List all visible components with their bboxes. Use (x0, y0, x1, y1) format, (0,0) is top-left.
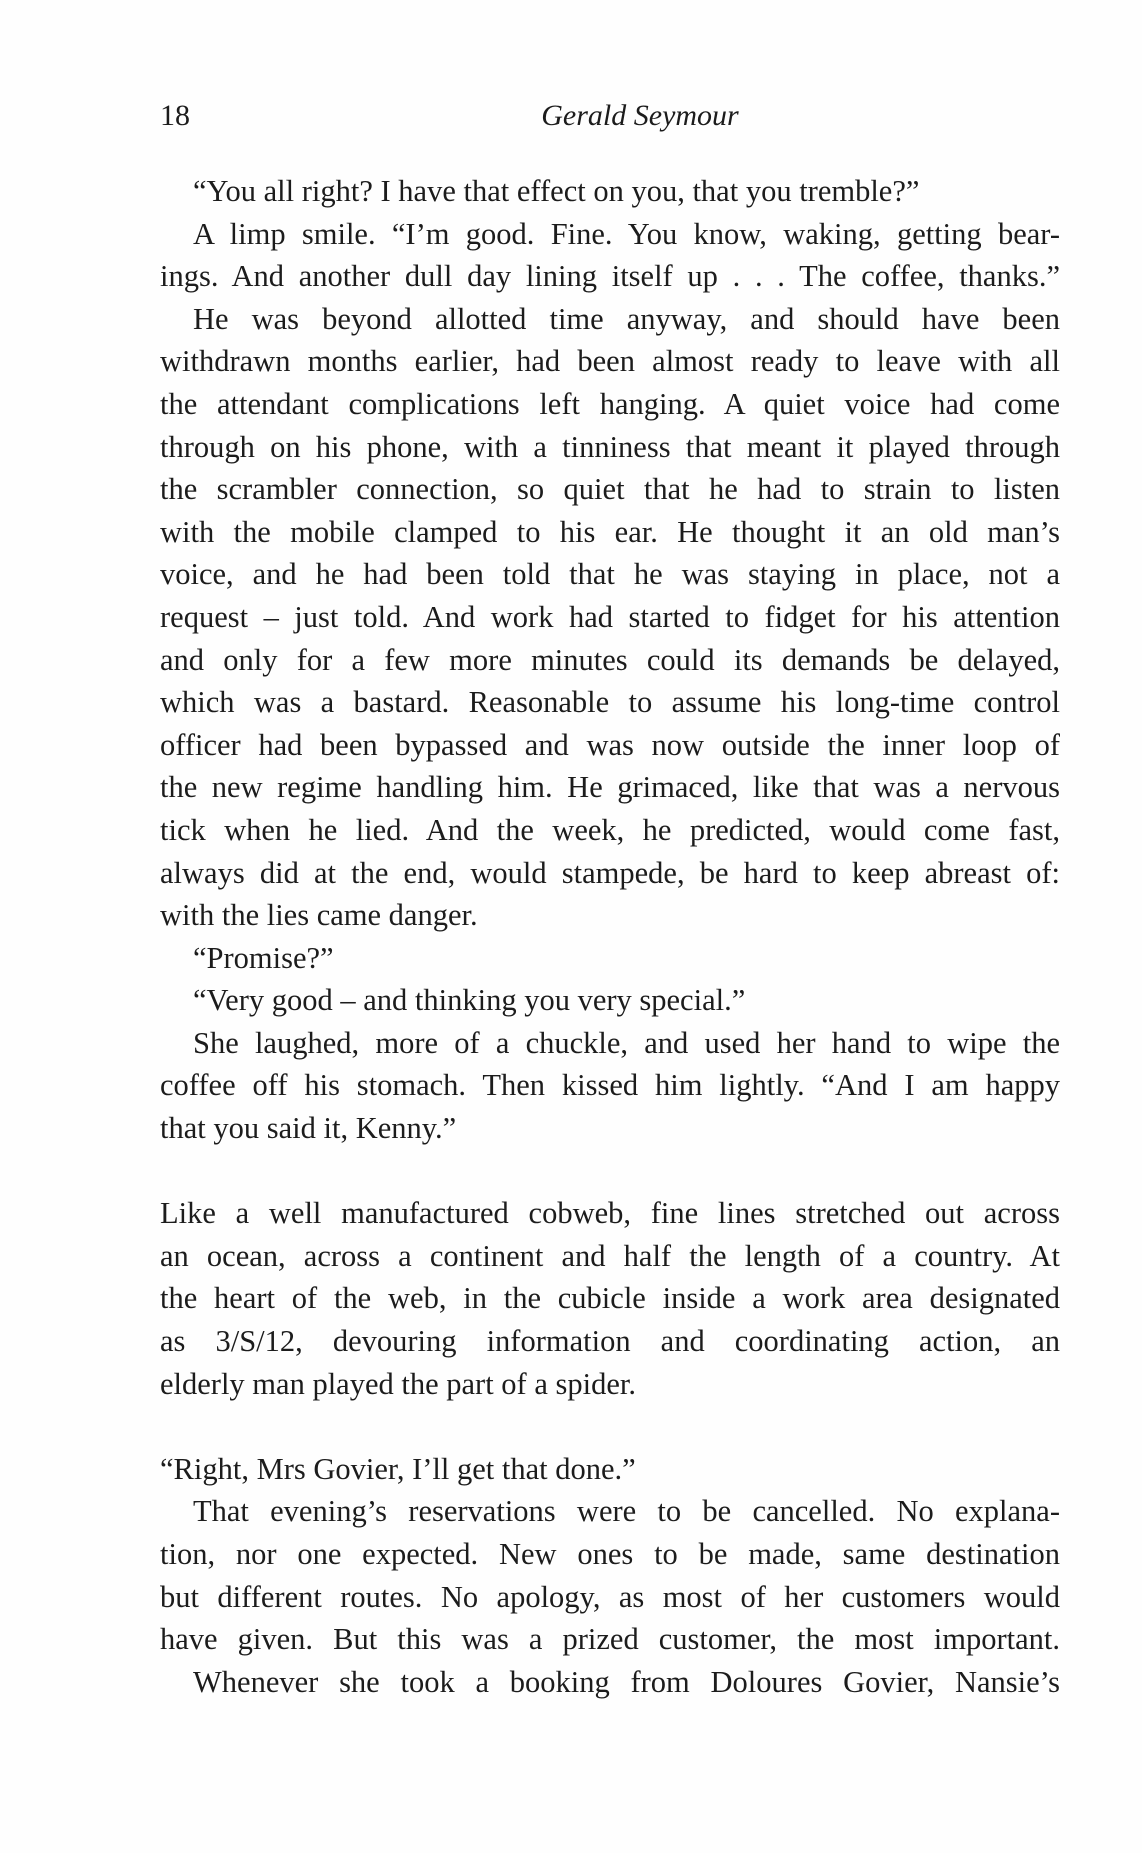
text-line: coffee off his stomach. Then kissed him lightly. “And I am happy (160, 1068, 1060, 1103)
text-line: voice, and he had been told that he was staying in place, not a (160, 557, 1060, 592)
page-number: 18 (160, 99, 190, 132)
text-line: and only for a few more minutes could its demands be delayed, (160, 642, 1060, 677)
text-line: that you said it, Kenny.” (160, 1111, 457, 1146)
section-break (160, 1405, 1060, 1448)
text-line: the heart of the web, in the cubicle inside a work area designated (160, 1281, 1060, 1316)
text-line: tick when he lied. And the week, he predicted, would come fast, (160, 812, 1060, 847)
text-line: “Very good – and thinking you very special.” (193, 983, 746, 1018)
text-line: “Right, Mrs Govier, I’ll get that done.” (160, 1451, 636, 1486)
text-line: an ocean, across a continent and half the length of a country. At (160, 1238, 1060, 1273)
text-line: with the lies came danger. (160, 898, 478, 933)
text-line: ings. And another dull day lining itself up . . . The coffee, thanks.” (160, 259, 1060, 294)
text-line: A limp smile. “I’m good. Fine. You know, waking, getting bear- (193, 216, 1060, 251)
text-line: which was a bastard. Reasonable to assume his long-time control (160, 685, 1060, 720)
text-line: Whenever she took a booking from Doloures Govier, Nansie’s (193, 1664, 1060, 1699)
text-line: as 3/S/12, devouring information and coordinating action, an (160, 1324, 1060, 1359)
section-break (160, 1150, 1060, 1193)
text-line: elderly man played the part of a spider. (160, 1366, 636, 1401)
text-line: with the mobile clamped to his ear. He thought it an old man’s (160, 514, 1060, 549)
running-title: Gerald Seymour (541, 99, 739, 132)
text-line: He was beyond allotted time anyway, and should have been (193, 301, 1060, 336)
text-line: the new regime handling him. He grimaced, like that was a nervous (160, 770, 1060, 805)
text-line: tion, nor one expected. New ones to be made, same destination (160, 1537, 1060, 1571)
text-line: request – just told. And work had started to fidget for his attention (160, 599, 1060, 634)
text-line: Like a well manufactured cobweb, fine lines stretched out across (160, 1196, 1060, 1231)
text-line: always did at the end, would stampede, be hard to keep abreast of: (160, 855, 1060, 890)
text-line: “You all right? I have that effect on you, that you tremble?” (193, 174, 920, 208)
text-line: have given. But this was a prized customer, the most important. (160, 1622, 1060, 1657)
text-line: but different routes. No apology, as most of her customers would (160, 1579, 1060, 1614)
text-line: She laughed, more of a chuckle, and used her hand to wipe the (193, 1025, 1060, 1060)
text-line: the attendant complications left hanging. A quiet voice had come (160, 386, 1060, 421)
text-line: That evening’s reservations were to be cancelled. No explana- (193, 1494, 1060, 1529)
running-head (160, 96, 1060, 136)
text-line: through on his phone, with a tinniness that meant it played through (160, 429, 1060, 464)
text-line: withdrawn months earlier, had been almost ready to leave with all (160, 344, 1060, 379)
body-text (160, 170, 1060, 1703)
text-line: the scrambler connection, so quiet that he had to strain to listen (160, 472, 1060, 507)
text-line: “Promise?” (193, 940, 334, 975)
text-line: officer had been bypassed and was now outside the inner loop of (160, 727, 1060, 762)
